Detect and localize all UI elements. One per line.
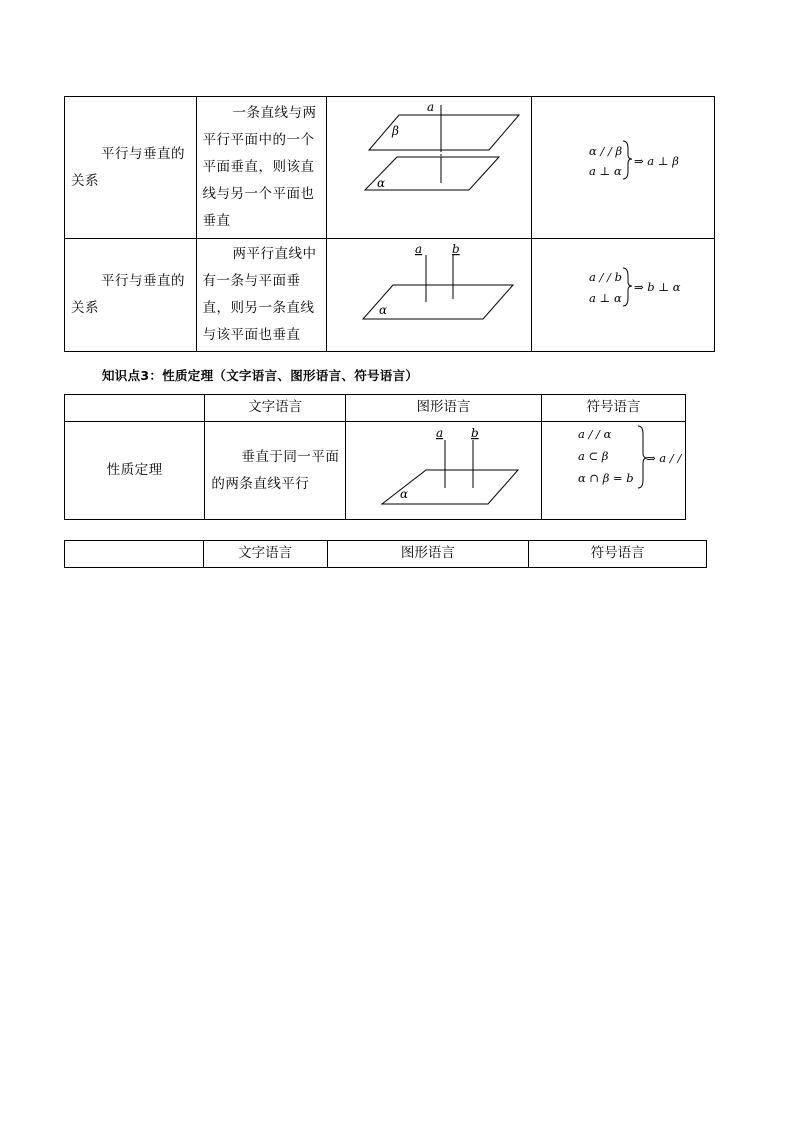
header-cell: 文字语言 <box>203 541 327 568</box>
line-b-label: b <box>470 426 479 440</box>
header-row <box>65 395 686 422</box>
theorem-table-2 <box>64 394 686 520</box>
plane-bottom-label: α <box>376 176 386 190</box>
symbol-cond2: a ⊥ α <box>588 164 622 178</box>
symbol-cond1: a / / α <box>577 427 612 441</box>
symbol-cond1: α / / β <box>588 144 623 158</box>
symbol-result: ⇒ b ⊥ α <box>633 280 681 294</box>
symbol-cond2: a ⊂ β <box>577 449 609 463</box>
header-cell: 符号语言 <box>529 541 707 568</box>
parallel-lines-figure <box>327 239 531 347</box>
table-row <box>65 422 686 520</box>
symbol-cond2: a ⊥ α <box>588 291 622 305</box>
header-cell: 图形语言 <box>327 541 529 568</box>
plane-label: α <box>378 303 388 317</box>
header-cell <box>65 395 205 422</box>
plane-label: α <box>399 487 409 501</box>
symbol-expression <box>532 239 714 347</box>
line-a-label: a <box>414 242 423 256</box>
brace-icon <box>623 268 632 306</box>
header-cell: 图形语言 <box>345 395 541 422</box>
row-description: 两平行直线中有一条与平面垂直，则另一条直线与该平面也垂直 <box>202 246 317 343</box>
perpendicular-lines-figure <box>346 422 541 515</box>
theorem-table-1 <box>64 96 715 352</box>
header-cell: 符号语言 <box>541 395 685 422</box>
parallel-planes-figure <box>327 97 531 234</box>
table-row <box>65 239 715 352</box>
symbol-cond1: a / / b <box>588 270 622 284</box>
plane-top-label: β <box>391 124 399 138</box>
symbol-expression <box>532 97 714 234</box>
symbol-cond3: α ∩ β = b <box>577 471 634 485</box>
line-label: a <box>426 100 435 114</box>
line-b-label: b <box>451 242 460 256</box>
header-cell: 文字语言 <box>205 395 346 422</box>
row-name: 性质定理 <box>106 462 163 478</box>
header-cell <box>65 541 204 568</box>
section-heading: 知识点3：性质定理（文字语言、图形语言、符号语言） <box>102 368 419 383</box>
row-description: 一条直线与两平行平面中的一个平面垂直，则该直线与另一个平面也垂直 <box>202 105 317 229</box>
brace-icon <box>623 141 632 179</box>
row-name: 平行与垂直的关系 <box>71 273 185 316</box>
symbol-expression <box>542 422 685 515</box>
row-name: 平行与垂直的关系 <box>71 145 185 189</box>
symbol-result: ⇒ a / / <box>645 451 682 465</box>
table-row <box>65 97 715 239</box>
symbol-result: ⇒ a ⊥ β <box>633 154 679 168</box>
line-a-label: a <box>435 426 444 440</box>
header-row <box>65 541 707 568</box>
row-description: 垂直于同一平面的两条直线平行 <box>211 448 340 492</box>
theorem-table-3 <box>64 540 707 568</box>
